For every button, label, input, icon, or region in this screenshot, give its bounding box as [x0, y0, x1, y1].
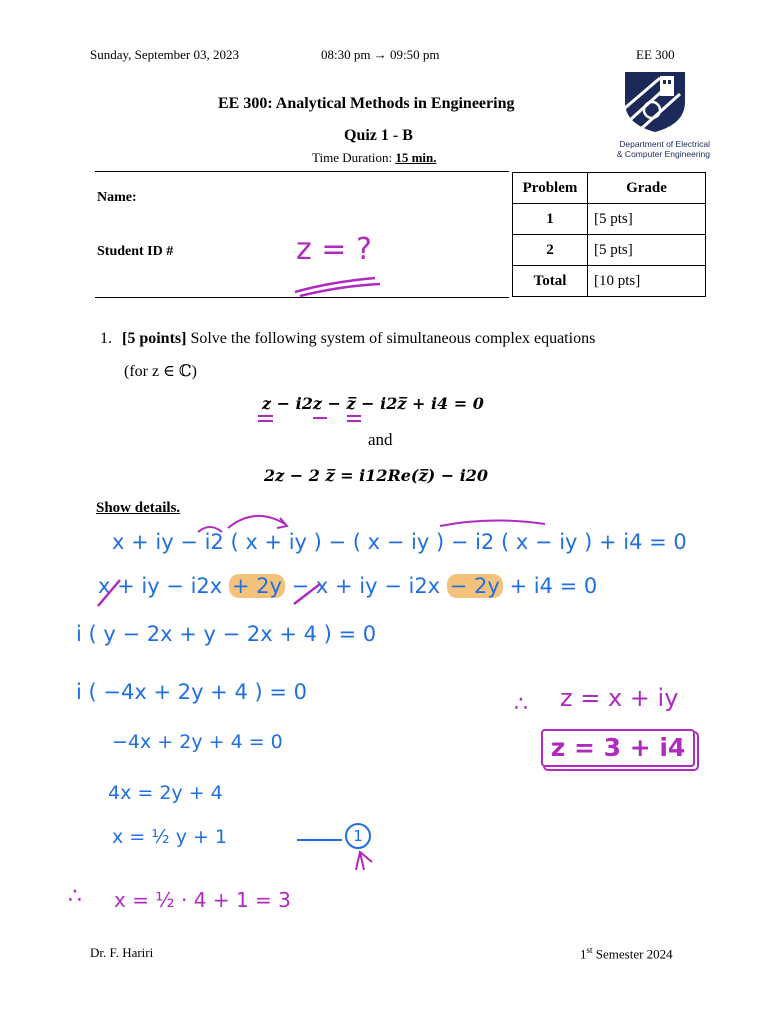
semester-suffix: st	[586, 945, 593, 955]
problem-cell: Total	[513, 266, 588, 297]
problem-header: Problem	[513, 173, 588, 204]
work-line-8: x = ½ · 4 + 1 = 3	[114, 888, 291, 912]
question-text: Solve the following system of simultaneous complex equations	[186, 330, 596, 347]
problem-cell: 2	[513, 235, 588, 266]
header-time: 08:30 pm → 09:50 pm	[321, 47, 440, 62]
equation-1: z − i2z − z̅ − i2z̅ + i4 = 0	[262, 394, 484, 413]
department-line-1: Department of Electrical	[619, 139, 710, 149]
work-line-3: i ( y − 2x + y − 2x + 4 ) = 0	[76, 622, 377, 646]
table-row	[513, 204, 706, 235]
therefore-symbol-2: ∴	[514, 692, 528, 717]
equation-2: 2z − 2 z̅ = i12Re(z̅) − i20	[264, 466, 489, 485]
time-duration	[312, 150, 436, 166]
underline-marks-icon	[255, 412, 365, 426]
grade-cell: [10 pts]	[588, 266, 706, 297]
quiz-title: Quiz 1 - B	[344, 127, 413, 144]
reference-circle-1: 1	[345, 823, 371, 849]
table-row	[513, 266, 706, 297]
work-line-2a: x + iy − i2x	[98, 574, 229, 598]
name-label: Name:	[97, 190, 137, 205]
result-general-form: z = x + iy	[560, 684, 679, 712]
handwritten-scribble-icon	[290, 272, 390, 300]
grade-table-header	[513, 173, 706, 204]
problem-cell: 1	[513, 204, 588, 235]
equation-and: and	[368, 430, 393, 449]
work-line-4: i ( −4x + 2y + 4 ) = 0	[76, 680, 307, 704]
highlight-minus-2y: − 2y	[447, 574, 503, 598]
question-number: 1.	[100, 330, 112, 347]
department-logo	[600, 68, 710, 160]
footer-author: Dr. F. Hariri	[90, 945, 154, 960]
work-line-5: −4x + 2y + 4 = 0	[112, 731, 283, 753]
question-1	[100, 330, 595, 348]
time-duration-value: 15 min.	[395, 150, 437, 165]
semester-number: 1	[580, 946, 587, 962]
work-line-2e: + i4 = 0	[502, 574, 598, 598]
time-duration-label: Time Duration:	[312, 150, 396, 165]
show-details: Show details.	[96, 500, 181, 516]
therefore-symbol-1: ∴	[68, 884, 82, 909]
work-line-2c: − x + iy − i2x	[284, 574, 447, 598]
handwritten-z-question: z = ?	[296, 232, 372, 267]
final-answer-box: z = 3 + i4	[541, 729, 695, 767]
reference-dash	[297, 839, 342, 841]
course-title: EE 300: Analytical Methods in Engineering	[218, 95, 515, 112]
work-line-6: 4x = 2y + 4	[108, 782, 223, 804]
question-points: [5 points]	[122, 330, 187, 347]
question-domain: (for z ∈ ℂ)	[124, 363, 197, 380]
grade-cell: [5 pts]	[588, 235, 706, 266]
grade-cell: [5 pts]	[588, 204, 706, 235]
header-date: Sunday, September 03, 2023	[90, 47, 239, 62]
department-line-2: & Computer Engineering	[616, 149, 710, 159]
work-line-1: x + iy − i2 ( x + iy ) − ( x − iy ) − i2 ( x − iy ) + i4 = 0	[112, 530, 687, 554]
header-course-code: EE 300	[636, 47, 675, 62]
highlight-plus-2y: + 2y	[229, 574, 285, 598]
student-id-label: Student ID #	[97, 244, 174, 259]
strike-through-marks-icon	[94, 578, 334, 610]
work-line-7: x = ½ y + 1	[112, 826, 228, 848]
semester-text: Semester 2024	[592, 946, 673, 962]
department-name	[600, 139, 710, 159]
grade-table	[512, 172, 706, 297]
arrow-pointer-icon	[350, 848, 376, 874]
table-row	[513, 235, 706, 266]
grade-header: Grade	[588, 173, 706, 204]
shield-logo-icon	[600, 68, 710, 134]
info-top-rule	[95, 171, 509, 172]
footer-semester	[580, 945, 673, 962]
